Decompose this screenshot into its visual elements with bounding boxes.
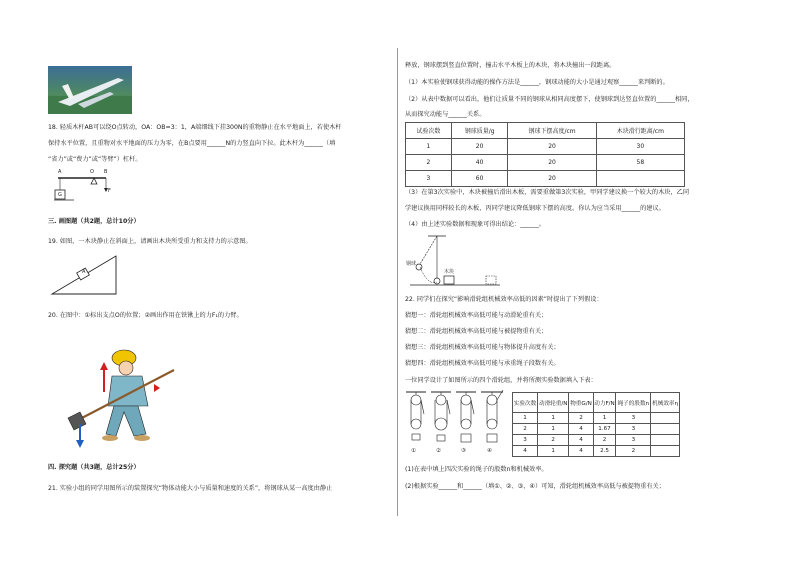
guess-4: 猜想四：滑轮组机械效率高低可能与承重绳子段数有关。 — [405, 360, 560, 367]
table-header-cell: 机械效率η — [651, 393, 680, 413]
table-cell — [651, 413, 680, 424]
q21-sub1: （1）本实验使钢球获得动能的操作方法是______，钢球动能的大小是通过观察______来判断的。 — [405, 79, 669, 86]
q18-line1: 18. 轻质木杆AB可以绕O点转动，OA：OB=3：1，A端细线下挂300N的重物静止在水平地面上，若使木杆 — [48, 124, 342, 131]
table-header-row — [513, 393, 680, 413]
q22-task2: (2)根据实验______和______（填①、②、③、④）可知，滑轮组机械效率高低与被提物重有关； — [405, 483, 665, 490]
q21-sub3a: （3）在第3次实验中，木块被撞后滑出木板，需要重做第3次实验，甲同学建议换一个较大的木块，乙同 — [405, 189, 690, 196]
table-cell: 1 — [593, 413, 616, 424]
table-header-cell: 钢球质量/g — [451, 123, 508, 139]
q19-text: 19. 如图，一木块静止在斜面上，请画出木块所受重力和支持力的示意图。 — [48, 238, 252, 245]
table-header-cell: 实验次数 — [513, 393, 538, 413]
table-cell: 20 — [508, 139, 596, 155]
guess-1: 猜想一：滑轮组机械效率高低可能与动滑轮重有关； — [405, 312, 548, 319]
guess-3: 猜想三：滑轮组机械效率高低可能与物体提升高度有关； — [405, 344, 560, 351]
table-cell: 3 — [406, 171, 452, 187]
q21-continued: 释放，钢球摆到竖直位置时，撞击水平木板上的木块，将木块撞出一段距离。 — [405, 62, 616, 69]
efficiency-table — [512, 392, 680, 457]
table-cell: 2.5 — [593, 446, 616, 457]
table-row — [406, 139, 685, 155]
table-cell: 2 — [569, 413, 593, 424]
column-divider — [397, 48, 398, 516]
pendulum-ball-label: 钢球 — [406, 261, 417, 267]
table-cell: 4 — [569, 424, 593, 435]
q22-design: 一位同学设计了如图所示的四个滑轮组，并将所测实验数据填入下表： — [405, 377, 597, 384]
table-cell: 1 — [406, 139, 452, 155]
table-header-cell: 物重G/N — [569, 393, 593, 413]
pulley-label-3: ③ — [461, 448, 466, 454]
pulley-label-2: ② — [436, 448, 441, 454]
table-row — [406, 171, 685, 187]
table-cell: 4 — [569, 435, 593, 446]
table-cell: 20 — [508, 171, 596, 187]
table-row — [513, 446, 680, 457]
table-cell: 20 — [451, 139, 508, 155]
table-cell: 4 — [569, 446, 593, 457]
table-cell: 30 — [596, 139, 684, 155]
incline-block-label: A — [82, 269, 86, 275]
q18-line3: “省力”或“费力”或“等臂”）杠杆。 — [48, 156, 142, 163]
q20-text: 20. 在图中：①标出支点O的位置；②画出作用在铁锹上的力F₁的力臂。 — [48, 312, 243, 319]
table-cell: 1 — [537, 424, 568, 435]
table-row — [513, 424, 680, 435]
table-cell: 3 — [616, 413, 651, 424]
pendulum-block-label: 木块 — [444, 269, 455, 275]
pendulum-figure — [406, 232, 502, 292]
airplane-photo — [48, 66, 132, 114]
table-header-cell: 试验次数 — [406, 123, 452, 139]
table-row — [513, 413, 680, 424]
table-cell: 1 — [537, 446, 568, 457]
q21-sub2b: 从而探究动能与______关系。 — [405, 111, 486, 118]
guess-2: 猜想二：滑轮组机械效率高低可能与被提物重有关； — [405, 328, 548, 335]
q22-task1: (1)在表中填上四次实验的绳子的股数n和机械效率。 — [405, 466, 548, 473]
table-header-row — [406, 123, 685, 139]
table-cell: 3 — [513, 435, 538, 446]
section4-heading: 四. 探究题（共3题，总计25分） — [48, 464, 140, 471]
table-cell: 3 — [616, 435, 651, 446]
lever-label-f: F — [108, 188, 111, 194]
table-cell: 2 — [537, 435, 568, 446]
q18-line2: 保持水平位置，且重物对水平地面的压力为零，在B点要用______N的力竖直向下拉。此木杆为______（填 — [48, 140, 336, 147]
table-cell: 2 — [593, 435, 616, 446]
table-cell: 58 — [596, 155, 684, 171]
q21-sub3b: 学建议换用同样较长的木板，丙同学建议降低钢球下摆的高度。你认为应当采用______的建议。 — [405, 205, 665, 212]
table-cell — [651, 424, 680, 435]
section3-heading: 三. 画图题（共2题，总计10分） — [48, 218, 140, 225]
q21-line1: 21. 实验小组的同学用图所示的装置探究“物体动能大小与质量和速度的关系”，将钢球从某一高度由静止 — [48, 485, 333, 492]
table-row — [406, 155, 685, 171]
table-cell: 1 — [513, 413, 538, 424]
lever-label-o: O — [90, 169, 94, 175]
table-cell: 2 — [616, 446, 651, 457]
table-cell — [596, 171, 684, 187]
table-cell: 1.67 — [593, 424, 616, 435]
table-cell: 4 — [513, 446, 538, 457]
q22-intro: 22. 同学们在探究“影响滑轮组机械效率高低的因素”时提出了下列假设： — [405, 296, 603, 303]
table-row — [513, 435, 680, 446]
lever-label-b: B — [104, 169, 108, 175]
table-cell: 2 — [513, 424, 538, 435]
table-header-cell: 动力F/N — [593, 393, 616, 413]
pulley-label-4: ④ — [487, 448, 492, 454]
kinetic-energy-table — [405, 122, 685, 187]
table-cell: 1 — [537, 413, 568, 424]
table-header-cell: 动滑轮重/N — [537, 393, 568, 413]
table-cell: 20 — [508, 155, 596, 171]
table-cell: 2 — [406, 155, 452, 171]
table-cell — [651, 435, 680, 446]
lever-label-a: A — [58, 169, 62, 175]
table-header-cell: 木块滑行距离/cm — [596, 123, 684, 139]
table-header-cell: 钢球下摆高度/cm — [508, 123, 596, 139]
q21-sub2a: （2）从表中数据可以看出，他们让质量不同的钢球从相同高度摆下，使钢球到达竖直位置的______相同， — [405, 96, 694, 103]
table-cell: 40 — [451, 155, 508, 171]
q21-sub4: （4）由上述实验数据和现象可得出结论：______。 — [405, 221, 546, 228]
table-header-cell: 绳子的股数n — [616, 393, 651, 413]
lever-label-g: G — [58, 192, 62, 198]
shovel-worker-illustration — [64, 348, 184, 448]
pulley-label-1: ① — [411, 448, 416, 454]
table-cell — [651, 446, 680, 457]
table-cell: 3 — [616, 424, 651, 435]
pulley-systems-figure — [404, 388, 508, 454]
table-cell: 60 — [451, 171, 508, 187]
